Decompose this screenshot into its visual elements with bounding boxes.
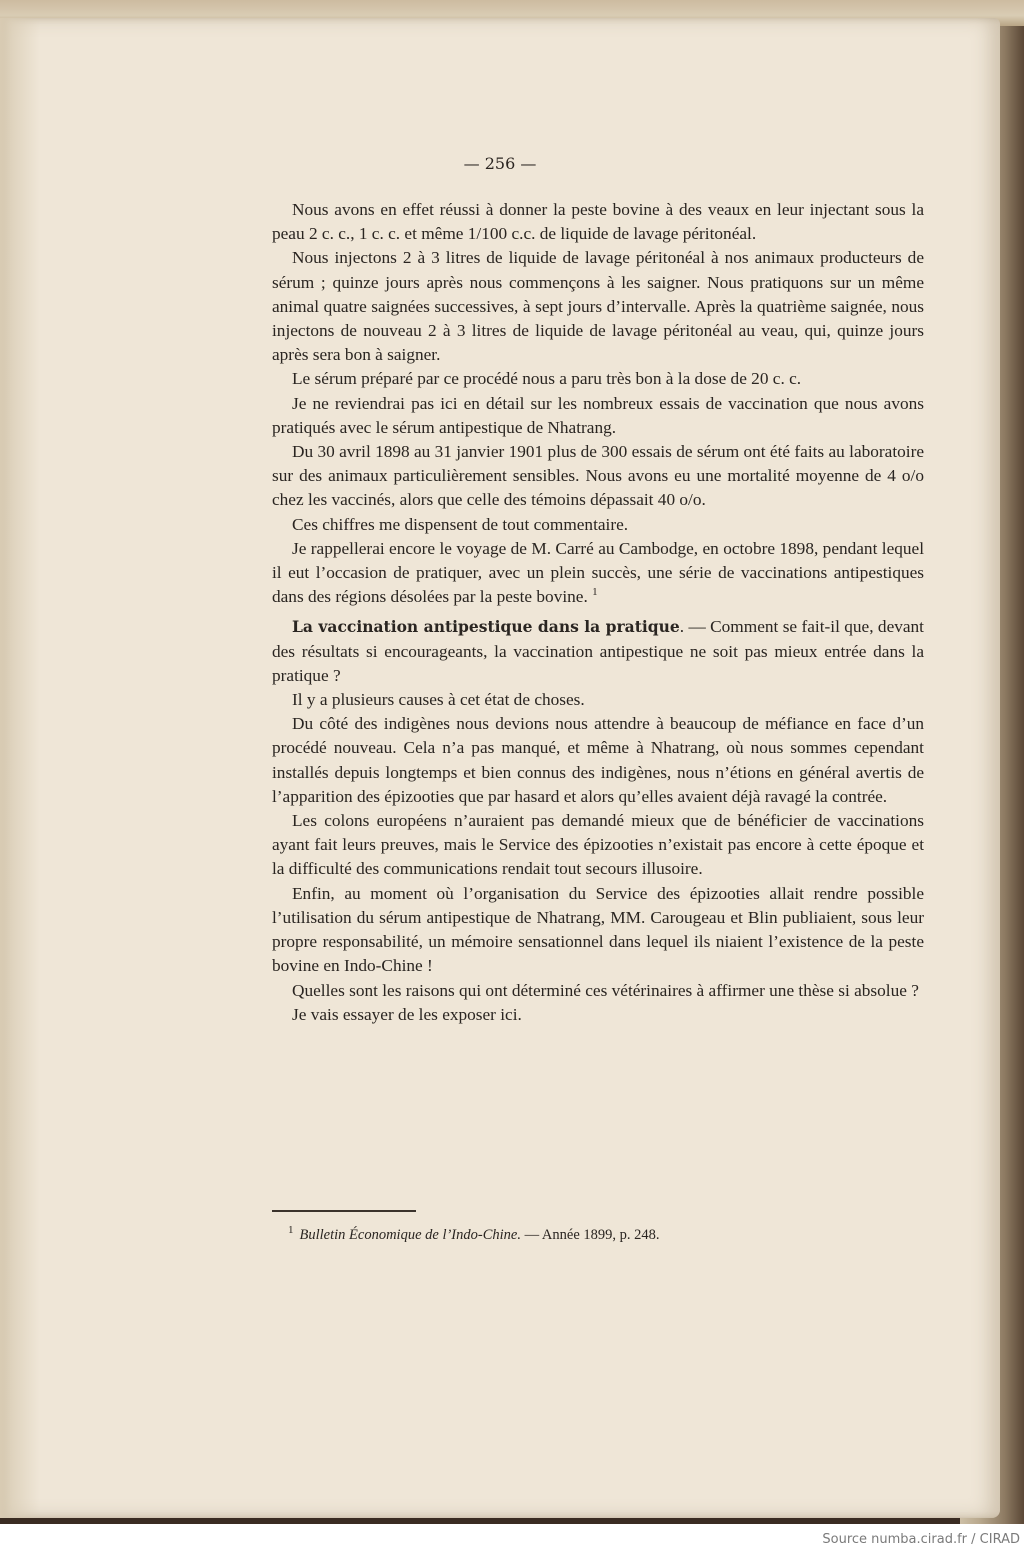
paragraph: Du côté des indigènes nous devions nous attendre à beaucoup de méfiance en face d’un procédé nouveau. Cela n’a pas manqué, et même à Nhatrang, où nous sommes cependant installés depuis longtemps et bien connus des indigènes, nous n’étions en général avertis de l’apparition des épizooties que par hasard et alors qu’elles avaient déjà ravagé la contrée.: [272, 714, 924, 806]
source-credit: Source numba.cirad.fr / CIRAD: [822, 1532, 1020, 1547]
footnote-divider: [272, 1210, 416, 1212]
footnote-mark: 1: [288, 1224, 294, 1237]
section-heading-text: . — Comment se fait-il que, devant des résultats si encourageants, la vaccination antipestique ne soit pas mieux entrée dans la pratique ?: [272, 617, 924, 685]
paragraph: Nous injectons 2 à 3 litres de liquide de lavage péritonéal à nos animaux producteurs de sérum ; quinze jours après nous commençons à les saigner. Nous pratiquons sur un même animal quatre saignées successives, à sept jours d’intervalle. Après la quatrième saignée, nous injectons de nouveau 2 à 3 litres de liquide de lavage péritonéal au veau, qui, quinze jours après sera bon à saigner.: [272, 248, 924, 365]
paragraph: Du 30 avril 1898 au 31 janvier 1901 plus de 300 essais de sérum ont été faits au laboratoire sur des animaux particulièrement sensibles. Nous avons eu une mortalité moyenne de 4 o/o chez les vaccinés, alors que celle des témoins dépassait 40 o/o.: [272, 442, 924, 510]
page-gutter: [0, 18, 40, 1518]
body-text: [272, 198, 924, 1027]
section-paragraph: [272, 615, 924, 688]
paragraph: Les colons européens n’auraient pas demandé mieux que de bénéficier de vaccinations ayant fait leurs preuves, mais le Service des épizooties n’existait pas encore à cette époque et la difficulté des communications rendait tout secours illusoire.: [272, 811, 924, 879]
paragraph: [272, 537, 924, 610]
footnote-text: — Année 1899, p. 248.: [520, 1227, 660, 1243]
paragraph: Le sérum préparé par ce procédé nous a paru très bon à la dose de 20 c. c.: [292, 369, 802, 389]
paragraph: Ces chiffres me dispensent de tout commentaire.: [292, 514, 629, 534]
page-number: — 256 —: [463, 154, 537, 173]
footnote: [288, 1224, 928, 1244]
paragraph: Quelles sont les raisons qui ont déterminé ces vétérinaires à affirmer une thèse si absolue ?: [292, 980, 919, 1000]
footnote-title: Bulletin Économique de l’Indo-Chine.: [299, 1227, 521, 1243]
footnote-reference: 1: [592, 586, 598, 599]
paragraph: Enfin, au moment où l’organisation du Service des épizooties allait rendre possible l’utilisation du sérum antipestique de Nhatrang, MM. Carougeau et Blin publiaient, sous leur propre responsabilité, un mémoire sensationnel dans lequel ils niaient l’existence de la peste bovine en Indo-Chine !: [272, 883, 924, 976]
paragraph: Il y a plusieurs causes à cet état de choses.: [292, 690, 585, 710]
paragraph: Nous avons en effet réussi à donner la peste bovine à des veaux en leur injectant sous la peau 2 c. c., 1 c. c. et même 1/100 c.c. de liquide de lavage péritonéal.: [272, 200, 924, 244]
paragraph: Je vais essayer de les exposer ici.: [292, 1004, 522, 1024]
paragraph-text: Je rappellerai encore le voyage de M. Carré au Cambodge, en octobre 1898, pendant lequel il eut l’occasion de pratiquer, avec un plein succès, une série de vaccinations antipestiques dans des régions désolées par la peste bovine.: [272, 538, 924, 607]
paragraph: Je ne reviendrai pas ici en détail sur les nombreux essais de vaccination que nous avons pratiqués avec le sérum antipestique de Nhatrang.: [272, 393, 924, 437]
section-heading: La vaccination antipestique dans la pratique: [292, 617, 680, 637]
